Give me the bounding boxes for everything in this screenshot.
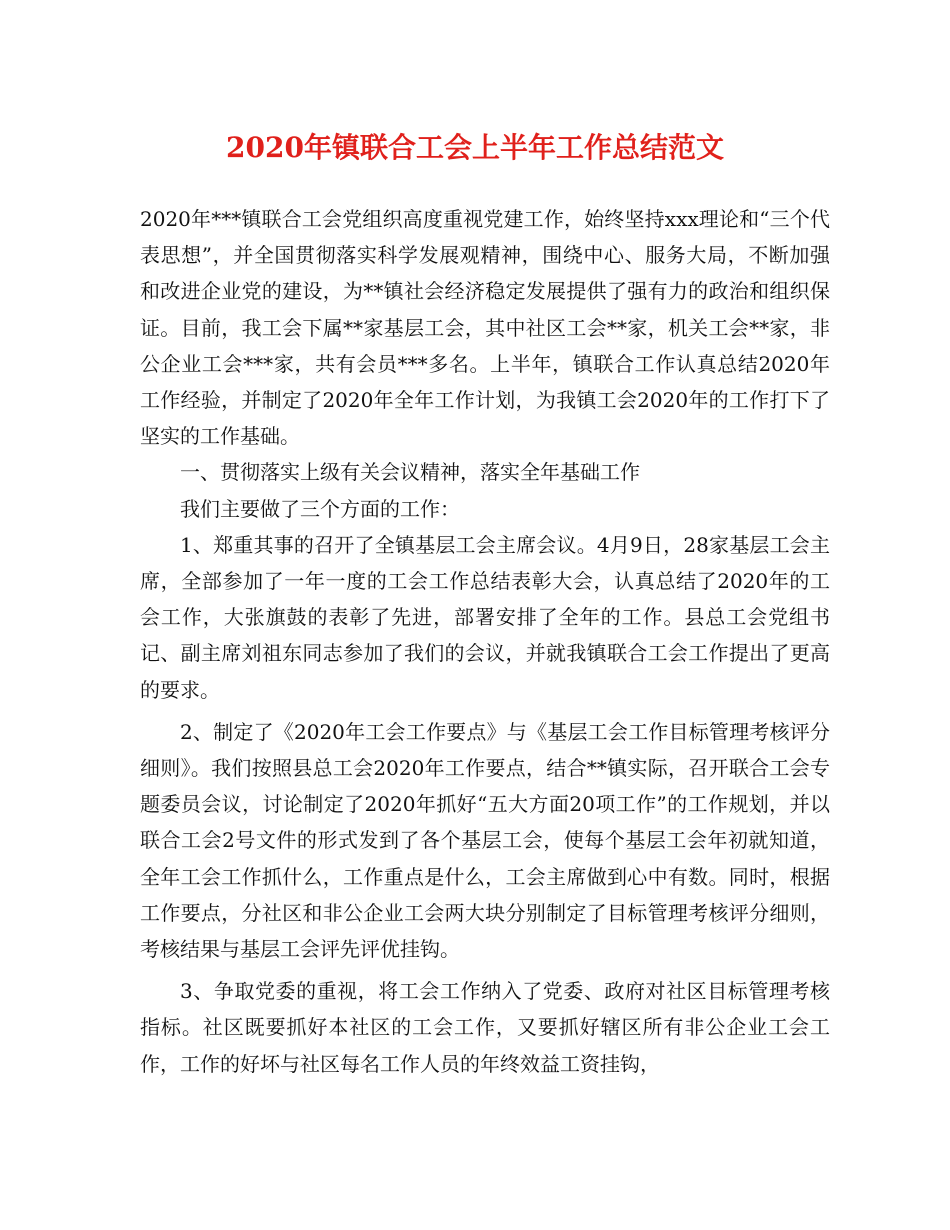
paragraph-intro: 2020年***镇联合工会党组织高度重视党建工作，始终坚持xxx理论和“三个代表思想”，并全国贯彻落实科学发展观精神，围绕中心、服务大局，不断加强和改进企业党的建设，为**镇社会经济稳定发展提供了强有力的政治和组织保证。目前，我工会下属**家基层工会，其中社区工会**家，机关工会**家，非公企业工会***家，共有会员***多名。上半年，镇联合工作认真总结2020年工作经验，并制定了2020年全年工作计划，为我镇工会2020年的工作打下了坚实的工作基础。 (140, 207, 830, 449)
document-body (140, 201, 830, 1082)
paragraph-item-3: 3、争取党委的重视，将工会工作纳入了党委、政府对社区目标管理考核指标。社区既要抓好本社区的工会工作，又要抓好辖区所有非公企业工会工作，工作的好坏与社区每名工作人员的年终效益工资挂钩， (140, 979, 830, 1076)
document-title: 2020年镇联合工会上半年工作总结范文 (226, 131, 724, 164)
paragraph-summary: 我们主要做了三个方面的工作： (180, 496, 460, 521)
section-heading-1: 一、贯彻落实上级有关会议精神，落实全年基础工作 (180, 460, 640, 485)
paragraph-item-2: 2、制定了《2020年工会工作要点》与《基层工会工作目标管理考核评分细则》。我们按照县总工会2020年工作要点，结合**镇实际，召开联合工会专题委员会议，讨论制定了2020年抓好“五大方面20项工作”的工作规划，并以联合工会2号文件的形式发到了各个基层工会，使每个基层工会年初就知道，全年工会工作抓什么，工作重点是什么，工会主席做到心中有数。同时，根据工作要点，分社区和非公企业工会两大块分别制定了目标管理考核评分细则，考核结果与基层工会评先评优挂钩。 (140, 719, 830, 962)
paragraph-item-1: 1、郑重其事的召开了全镇基层工会主席会议。4月9日，28家基层工会主席，全部参加了一年一度的工会工作总结表彰大会，认真总结了2020年的工会工作，大张旗鼓的表彰了先进，部署安排了全年的工作。县总工会党组书记、副主席刘祖东同志参加了我们的会议，并就我镇联合工会工作提出了更高的要求。 (140, 532, 830, 702)
